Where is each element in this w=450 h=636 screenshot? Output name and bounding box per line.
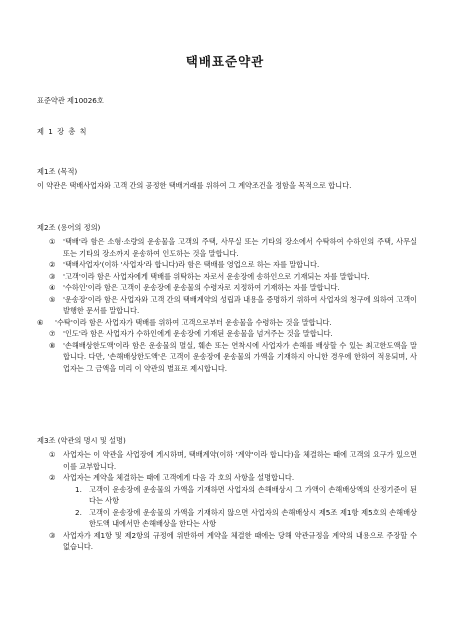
sub-item-text: 고객이 운송장에 운송물의 가액을 기재하면 사업자의 손해배상시 그 가액이 손해배상액의 산정기준이 된다는 사항 (89, 484, 417, 505)
item-text: '수하인'이라 함은 고객이 운송장에 운송물의 수령자로 지정하여 기재하는 자를 말합니다. (63, 283, 340, 292)
item-text: '손해배상한도액'이라 함은 운송물의 멸실, 훼손 또는 연착시에 사업자가 손해를 배상할 수 있는 최고한도액을 말합니다. 다만, '손해배상한도액'은 고객이 운송장에 운송물의 가액을 기재하지 아니한 경우에 한하여 적용되며, 사업자는 그 금액을 미리 이 약관의 별표로 제시합니다. (63, 340, 417, 373)
article-item (37, 472, 417, 530)
item-number: ① (49, 450, 56, 459)
document-title: 택배표준약관 (185, 54, 265, 69)
item-number: ⑥ (37, 317, 44, 327)
article-item (37, 294, 417, 317)
item-text: 사업자는 이 약관을 사업장에 게시하며, 택배계약(이하 '계약'이라 합니다)을 체결하는 때에 고객의 요구가 있으면 이를 교부합니다. (63, 450, 417, 471)
item-text: '수탁'이라 함은 사업자가 택배를 위하여 고객으로부터 운송물을 수령하는 것을 말합니다. (55, 317, 332, 327)
sub-item-number: 1. (75, 484, 82, 494)
article-item (37, 340, 417, 375)
item-number: ⑦ (49, 329, 56, 338)
article-item (37, 317, 417, 329)
article-title: 제2조 (용어의 정의) (37, 223, 101, 232)
standard-code: 표준약관 제10026호 (37, 96, 104, 105)
article-body: 이 약관은 택배사업자와 고객 간의 공정한 택배거래를 위하여 그 계약조건을 정함을 목적으로 합니다. (37, 181, 352, 190)
article-item (37, 259, 417, 271)
sub-item (63, 507, 417, 530)
item-number: ③ (49, 530, 56, 540)
sub-item (63, 484, 417, 507)
article-item (37, 271, 417, 283)
item-text: '택배사업자'(이하 '사업자'라 합니다)라 함은 택배를 영업으로 하는 자를 말합니다. (63, 260, 320, 269)
item-number: ③ (49, 271, 56, 281)
item-text: '운송장'이라 함은 사업자와 고객 간의 택배계약의 성립과 내용을 증명하기 위하여 사업자의 청구에 의하여 고객이 발행한 문서를 말합니다. (63, 294, 417, 315)
article-item (37, 449, 417, 472)
sub-item-number: 2. (75, 507, 82, 517)
item-number: ⑧ (49, 340, 56, 350)
item-text: 사업자가 제1항 및 제2항의 규정에 위반하여 계약을 체결한 때에는 당해 약관규정을 계약의 내용으로 주장할 수 없습니다. (63, 530, 417, 551)
item-text: 사업자는 계약을 체결하는 때에 고객에게 다음 각 호의 사항을 설명합니다. (63, 473, 295, 482)
article-items (37, 236, 417, 374)
item-text: '인도'라 함은 사업자가 수하인에게 운송장에 기재된 운송물을 넘겨주는 것을 말합니다. (63, 329, 333, 338)
chapter-heading: 제 1 장 총 칙 (37, 127, 87, 136)
article-item (37, 282, 417, 294)
article-item (37, 236, 417, 259)
article-title: 제1조 (목적) (37, 167, 78, 176)
item-number: ② (49, 473, 56, 482)
article-3 (37, 435, 417, 553)
sub-items (63, 484, 417, 530)
item-text: '택배'라 함은 소형·소량의 운송물을 고객의 주택, 사무실 또는 기타의 장소에서 수탁하여 수하인의 주택, 사무실 또는 기타의 장소까지 운송하여 인도하는 것을 말합니다. (63, 237, 417, 258)
article-item (37, 328, 417, 340)
sub-item-text: 고객이 운송장에 운송물의 가액을 기재하지 않으면 사업자의 손해배상시 제5조 제1항 제5호의 손해배상한도액 내에서만 손해배상을 한다는 사항 (89, 507, 417, 528)
item-number: ④ (49, 283, 56, 292)
article-item (37, 530, 417, 553)
article-1 (37, 166, 417, 192)
item-number: ② (49, 260, 56, 269)
item-number: ⑤ (49, 294, 56, 304)
article-title: 제3조 (약관의 명시 및 설명) (37, 436, 126, 445)
item-text: '고객'이라 함은 사업자에게 택배를 위탁하는 자로서 운송장에 송하인으로 기재되는 자를 말합니다. (63, 271, 370, 281)
article-items (37, 449, 417, 553)
article-2 (37, 222, 417, 374)
item-number: ① (49, 237, 56, 246)
